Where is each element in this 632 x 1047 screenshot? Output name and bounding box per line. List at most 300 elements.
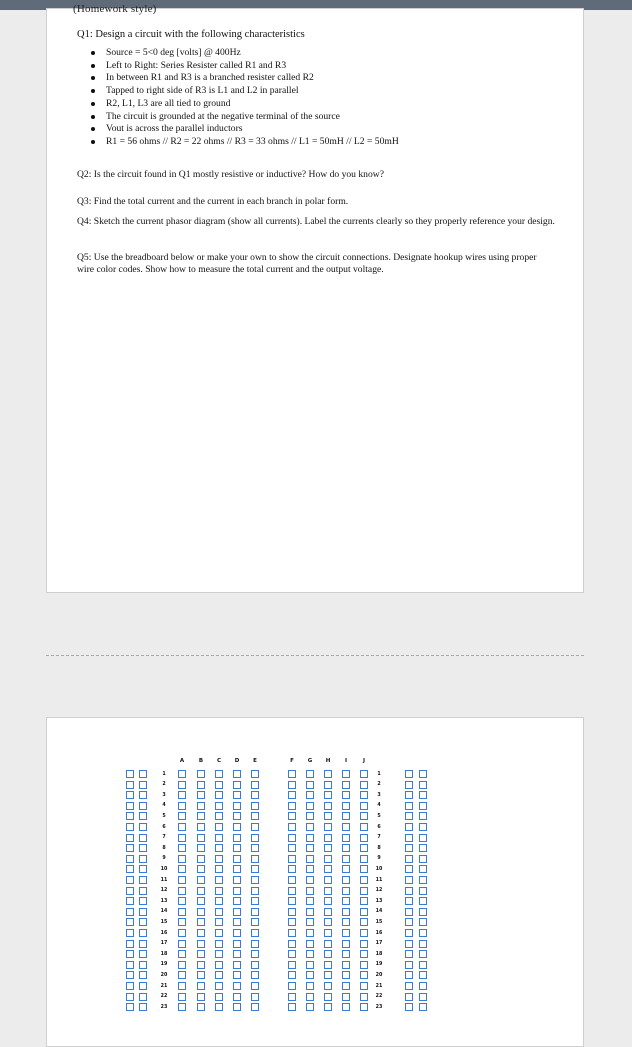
power-rail-hole <box>139 834 147 842</box>
q2-text: Q2: Is the circuit found in Q1 mostly resistive or inductive? How do you know? <box>77 169 384 180</box>
breadboard-hole <box>324 993 332 1001</box>
breadboard-hole <box>178 770 186 778</box>
breadboard-hole <box>342 823 350 831</box>
breadboard-hole <box>178 812 186 820</box>
breadboard-hole <box>233 781 241 789</box>
breadboard-hole <box>251 781 259 789</box>
power-rail-hole <box>405 791 413 799</box>
breadboard-hole <box>288 823 296 831</box>
breadboard-hole <box>251 844 259 852</box>
power-rail-hole <box>405 908 413 916</box>
breadboard-hole <box>324 844 332 852</box>
breadboard-hole <box>178 876 186 884</box>
breadboard-hole <box>324 855 332 863</box>
breadboard-hole <box>197 993 205 1001</box>
power-rail-hole <box>405 802 413 810</box>
breadboard-hole <box>342 950 350 958</box>
power-rail-hole <box>419 918 427 926</box>
breadboard-hole <box>342 940 350 948</box>
power-rail-hole <box>126 971 134 979</box>
power-rail-hole <box>419 876 427 884</box>
breadboard-hole <box>288 802 296 810</box>
breadboard-hole <box>288 781 296 789</box>
breadboard-hole <box>197 982 205 990</box>
breadboard-hole <box>233 865 241 873</box>
breadboard-hole <box>288 918 296 926</box>
q3-text: Q3: Find the total current and the current in each branch in polar form. <box>77 196 349 207</box>
breadboard-hole <box>342 876 350 884</box>
breadboard-hole <box>233 908 241 916</box>
breadboard-hole <box>360 961 368 969</box>
breadboard-hole <box>215 855 223 863</box>
breadboard-row-number: 23 <box>375 1004 383 1010</box>
breadboard-hole <box>215 918 223 926</box>
breadboard-row-number: 4 <box>377 803 381 809</box>
power-rail-hole <box>126 929 134 937</box>
breadboard-hole <box>233 961 241 969</box>
power-rail-hole <box>405 961 413 969</box>
power-rail-hole <box>126 961 134 969</box>
breadboard-row-number: 19 <box>375 962 383 968</box>
breadboard-hole <box>251 929 259 937</box>
power-rail-hole <box>419 940 427 948</box>
breadboard-hole <box>197 791 205 799</box>
list-item: In between R1 and R3 is a branched resister called R2 <box>89 72 399 85</box>
breadboard-hole <box>178 887 186 895</box>
breadboard-hole <box>178 908 186 916</box>
breadboard-hole <box>306 876 314 884</box>
breadboard-row-number: 2 <box>377 782 381 788</box>
power-rail-hole <box>139 802 147 810</box>
breadboard-column-label: E <box>253 758 257 764</box>
breadboard-hole <box>360 855 368 863</box>
power-rail-hole <box>139 876 147 884</box>
power-rail-hole <box>139 844 147 852</box>
breadboard-hole <box>306 770 314 778</box>
breadboard-hole <box>215 823 223 831</box>
breadboard-hole <box>360 823 368 831</box>
breadboard-hole <box>342 855 350 863</box>
breadboard-row-number: 23 <box>160 1004 168 1010</box>
power-rail-hole <box>139 897 147 905</box>
breadboard-hole <box>324 812 332 820</box>
breadboard-hole <box>288 791 296 799</box>
breadboard-hole <box>215 940 223 948</box>
power-rail-hole <box>139 770 147 778</box>
breadboard-hole <box>324 834 332 842</box>
breadboard-hole <box>215 961 223 969</box>
breadboard-hole <box>215 929 223 937</box>
breadboard-hole <box>342 982 350 990</box>
power-rail-hole <box>405 897 413 905</box>
list-item: Source = 5<0 deg [volts] @ 400Hz <box>89 47 399 60</box>
breadboard-hole <box>342 908 350 916</box>
breadboard-row-number: 18 <box>160 951 168 957</box>
breadboard-row-number: 16 <box>160 930 168 936</box>
breadboard-row-number: 22 <box>375 994 383 1000</box>
power-rail-hole <box>405 781 413 789</box>
breadboard-row-number: 12 <box>160 888 168 894</box>
power-rail-hole <box>405 844 413 852</box>
breadboard-hole <box>215 971 223 979</box>
breadboard-row-number: 15 <box>375 919 383 925</box>
breadboard-hole <box>306 929 314 937</box>
breadboard-hole <box>197 929 205 937</box>
breadboard-hole <box>360 908 368 916</box>
breadboard-hole <box>306 908 314 916</box>
power-rail-hole <box>419 929 427 937</box>
breadboard-hole <box>324 929 332 937</box>
breadboard-hole <box>360 781 368 789</box>
power-rail-hole <box>139 929 147 937</box>
breadboard-hole <box>360 865 368 873</box>
breadboard-hole <box>178 982 186 990</box>
power-rail-hole <box>126 855 134 863</box>
power-rail-hole <box>139 908 147 916</box>
breadboard-hole <box>178 993 186 1001</box>
breadboard-row-number: 8 <box>377 845 381 851</box>
breadboard-hole <box>251 802 259 810</box>
breadboard-hole <box>215 865 223 873</box>
breadboard-row-number: 17 <box>160 941 168 947</box>
breadboard-hole <box>342 791 350 799</box>
breadboard-hole <box>324 1003 332 1011</box>
breadboard-hole <box>360 887 368 895</box>
breadboard-hole <box>251 982 259 990</box>
breadboard-hole <box>360 950 368 958</box>
breadboard-row-number: 16 <box>375 930 383 936</box>
breadboard-hole <box>178 865 186 873</box>
breadboard-hole <box>215 887 223 895</box>
breadboard-row-number: 9 <box>162 856 166 862</box>
power-rail-hole <box>419 823 427 831</box>
breadboard-hole <box>215 844 223 852</box>
breadboard-row-number: 8 <box>162 845 166 851</box>
power-rail-hole <box>126 876 134 884</box>
breadboard-hole <box>306 844 314 852</box>
power-rail-hole <box>419 834 427 842</box>
breadboard-row-number: 15 <box>160 919 168 925</box>
breadboard-hole <box>197 876 205 884</box>
breadboard-hole <box>197 823 205 831</box>
power-rail-hole <box>419 844 427 852</box>
breadboard-hole <box>233 791 241 799</box>
power-rail-hole <box>126 908 134 916</box>
breadboard-hole <box>178 844 186 852</box>
power-rail-hole <box>139 971 147 979</box>
breadboard-hole <box>360 918 368 926</box>
breadboard-hole <box>178 897 186 905</box>
breadboard-hole <box>197 834 205 842</box>
breadboard-hole <box>306 982 314 990</box>
breadboard-hole <box>288 929 296 937</box>
breadboard-row-number: 6 <box>377 824 381 830</box>
breadboard-hole <box>197 802 205 810</box>
breadboard-row-number: 3 <box>162 792 166 798</box>
q1-heading: Q1: Design a circuit with the following characteristics <box>77 29 305 40</box>
breadboard-hole <box>178 961 186 969</box>
breadboard-hole <box>233 802 241 810</box>
breadboard-hole <box>178 855 186 863</box>
power-rail-hole <box>139 950 147 958</box>
list-item: Tapped to right side of R3 is L1 and L2 in parallel <box>89 85 399 98</box>
list-item: Vout is across the parallel inductors <box>89 123 399 136</box>
list-item: The circuit is grounded at the negative terminal of the source <box>89 111 399 124</box>
power-rail-hole <box>419 802 427 810</box>
power-rail-hole <box>126 844 134 852</box>
power-rail-hole <box>139 918 147 926</box>
breadboard-hole <box>233 770 241 778</box>
breadboard-column-label: J <box>362 758 366 764</box>
breadboard-hole <box>251 876 259 884</box>
breadboard-hole <box>288 971 296 979</box>
q5-text: Q5: Use the breadboard below or make your own to show the circuit connections. Designate hookup wires using proper wire color codes. Show how to measure the total current and the output voltage. <box>77 252 537 275</box>
breadboard-hole <box>197 855 205 863</box>
power-rail-hole <box>139 791 147 799</box>
power-rail-hole <box>405 993 413 1001</box>
breadboard-hole <box>251 887 259 895</box>
breadboard-hole <box>233 1003 241 1011</box>
list-item: R1 = 56 ohms // R2 = 22 ohms // R3 = 33 ohms // L1 = 50mH // L2 = 50mH <box>89 136 399 149</box>
breadboard-hole <box>233 929 241 937</box>
breadboard-row-number: 11 <box>375 877 383 883</box>
breadboard-hole <box>324 802 332 810</box>
breadboard-column-label: G <box>307 758 313 764</box>
breadboard-row-number: 18 <box>375 951 383 957</box>
breadboard-hole <box>360 929 368 937</box>
breadboard-hole <box>251 823 259 831</box>
breadboard-hole <box>288 961 296 969</box>
power-rail-hole <box>405 940 413 948</box>
breadboard-row-number: 21 <box>160 983 168 989</box>
breadboard-row-number: 7 <box>377 835 381 841</box>
breadboard-hole <box>288 770 296 778</box>
breadboard-hole <box>288 993 296 1001</box>
power-rail-hole <box>405 929 413 937</box>
breadboard-row-number: 14 <box>375 909 383 915</box>
breadboard-hole <box>233 823 241 831</box>
breadboard-hole <box>251 865 259 873</box>
power-rail-hole <box>139 982 147 990</box>
breadboard-hole <box>233 971 241 979</box>
power-rail-hole <box>126 802 134 810</box>
power-rail-hole <box>419 961 427 969</box>
breadboard-hole <box>324 791 332 799</box>
breadboard-hole <box>197 781 205 789</box>
power-rail-hole <box>126 918 134 926</box>
breadboard-hole <box>251 940 259 948</box>
breadboard-hole <box>215 834 223 842</box>
breadboard-hole <box>233 940 241 948</box>
breadboard-column-label: D <box>234 758 240 764</box>
breadboard-hole <box>324 961 332 969</box>
breadboard-hole <box>215 812 223 820</box>
breadboard-hole <box>233 855 241 863</box>
breadboard-hole <box>215 897 223 905</box>
power-rail-hole <box>405 1003 413 1011</box>
breadboard-row-number: 3 <box>377 792 381 798</box>
breadboard-diagram <box>47 718 584 1047</box>
breadboard-hole <box>178 971 186 979</box>
power-rail-hole <box>126 823 134 831</box>
power-rail-hole <box>419 950 427 958</box>
breadboard-hole <box>306 855 314 863</box>
power-rail-hole <box>405 855 413 863</box>
power-rail-hole <box>419 812 427 820</box>
breadboard-hole <box>233 876 241 884</box>
breadboard-hole <box>342 834 350 842</box>
breadboard-hole <box>306 823 314 831</box>
breadboard-hole <box>251 993 259 1001</box>
breadboard-hole <box>342 929 350 937</box>
breadboard-row-number: 4 <box>162 803 166 809</box>
breadboard-hole <box>324 876 332 884</box>
breadboard-hole <box>306 897 314 905</box>
breadboard-hole <box>306 887 314 895</box>
breadboard-hole <box>342 918 350 926</box>
breadboard-row-number: 19 <box>160 962 168 968</box>
breadboard-hole <box>324 865 332 873</box>
breadboard-hole <box>197 908 205 916</box>
breadboard-hole <box>288 982 296 990</box>
breadboard-hole <box>233 834 241 842</box>
breadboard-hole <box>197 812 205 820</box>
power-rail-hole <box>126 993 134 1001</box>
breadboard-row-number: 1 <box>377 771 381 777</box>
breadboard-hole <box>197 940 205 948</box>
breadboard-hole <box>251 950 259 958</box>
power-rail-hole <box>139 855 147 863</box>
breadboard-hole <box>306 812 314 820</box>
breadboard-hole <box>215 1003 223 1011</box>
breadboard-hole <box>251 855 259 863</box>
breadboard-column-label: H <box>325 758 331 764</box>
breadboard-hole <box>251 791 259 799</box>
breadboard-hole <box>178 1003 186 1011</box>
breadboard-row-number: 7 <box>162 835 166 841</box>
breadboard-row-number: 13 <box>160 898 168 904</box>
breadboard-hole <box>215 802 223 810</box>
breadboard-hole <box>342 971 350 979</box>
breadboard-hole <box>360 802 368 810</box>
breadboard-row-number: 10 <box>160 866 168 872</box>
power-rail-hole <box>126 887 134 895</box>
breadboard-row-number: 21 <box>375 983 383 989</box>
breadboard-row-number: 2 <box>162 782 166 788</box>
breadboard-hole <box>342 865 350 873</box>
breadboard-hole <box>342 812 350 820</box>
breadboard-hole <box>342 1003 350 1011</box>
power-rail-hole <box>139 940 147 948</box>
power-rail-hole <box>126 781 134 789</box>
breadboard-row-number: 14 <box>160 909 168 915</box>
breadboard-hole <box>251 834 259 842</box>
breadboard-hole <box>288 887 296 895</box>
power-rail-hole <box>405 982 413 990</box>
breadboard-hole <box>360 812 368 820</box>
breadboard-hole <box>288 940 296 948</box>
power-rail-hole <box>126 791 134 799</box>
breadboard-hole <box>251 897 259 905</box>
breadboard-row-number: 6 <box>162 824 166 830</box>
power-rail-hole <box>405 770 413 778</box>
breadboard-row-number: 5 <box>377 813 381 819</box>
power-rail-hole <box>139 781 147 789</box>
breadboard-hole <box>233 897 241 905</box>
power-rail-hole <box>405 812 413 820</box>
breadboard-hole <box>233 887 241 895</box>
breadboard-hole <box>251 971 259 979</box>
list-item: R2, L1, L3 are all tied to ground <box>89 98 399 111</box>
power-rail-hole <box>419 855 427 863</box>
breadboard-hole <box>324 897 332 905</box>
power-rail-hole <box>405 834 413 842</box>
breadboard-hole <box>324 770 332 778</box>
power-rail-hole <box>126 812 134 820</box>
breadboard-row-number: 9 <box>377 856 381 862</box>
breadboard-hole <box>306 834 314 842</box>
breadboard-hole <box>360 791 368 799</box>
breadboard-hole <box>324 781 332 789</box>
breadboard-hole <box>178 940 186 948</box>
power-rail-hole <box>419 781 427 789</box>
power-rail-hole <box>139 887 147 895</box>
breadboard-hole <box>306 993 314 1001</box>
breadboard-hole <box>215 950 223 958</box>
breadboard-row-number: 5 <box>162 813 166 819</box>
breadboard-hole <box>197 918 205 926</box>
breadboard-hole <box>324 887 332 895</box>
breadboard-hole <box>324 918 332 926</box>
power-rail-hole <box>419 971 427 979</box>
breadboard-column-label: A <box>179 758 185 764</box>
breadboard-hole <box>324 823 332 831</box>
breadboard-hole <box>233 918 241 926</box>
breadboard-hole <box>178 791 186 799</box>
power-rail-hole <box>419 908 427 916</box>
breadboard-hole <box>197 770 205 778</box>
breadboard-hole <box>215 781 223 789</box>
power-rail-hole <box>419 865 427 873</box>
breadboard-hole <box>342 961 350 969</box>
breadboard-hole <box>251 918 259 926</box>
breadboard-hole <box>178 929 186 937</box>
breadboard-hole <box>288 897 296 905</box>
breadboard-hole <box>233 993 241 1001</box>
breadboard-hole <box>288 876 296 884</box>
breadboard-hole <box>306 971 314 979</box>
power-rail-hole <box>405 918 413 926</box>
breadboard-row-number: 12 <box>375 888 383 894</box>
breadboard-hole <box>251 770 259 778</box>
breadboard-hole <box>306 940 314 948</box>
breadboard-hole <box>233 982 241 990</box>
breadboard-hole <box>306 1003 314 1011</box>
power-rail-hole <box>405 950 413 958</box>
list-item: Left to Right: Series Resister called R1 and R3 <box>89 60 399 73</box>
breadboard-hole <box>215 908 223 916</box>
breadboard-hole <box>288 950 296 958</box>
breadboard-hole <box>178 823 186 831</box>
power-rail-hole <box>405 876 413 884</box>
breadboard-hole <box>215 876 223 884</box>
breadboard-hole <box>360 897 368 905</box>
breadboard-column-label: I <box>344 758 348 764</box>
power-rail-hole <box>139 993 147 1001</box>
breadboard-hole <box>324 971 332 979</box>
breadboard-hole <box>342 770 350 778</box>
power-rail-hole <box>126 950 134 958</box>
